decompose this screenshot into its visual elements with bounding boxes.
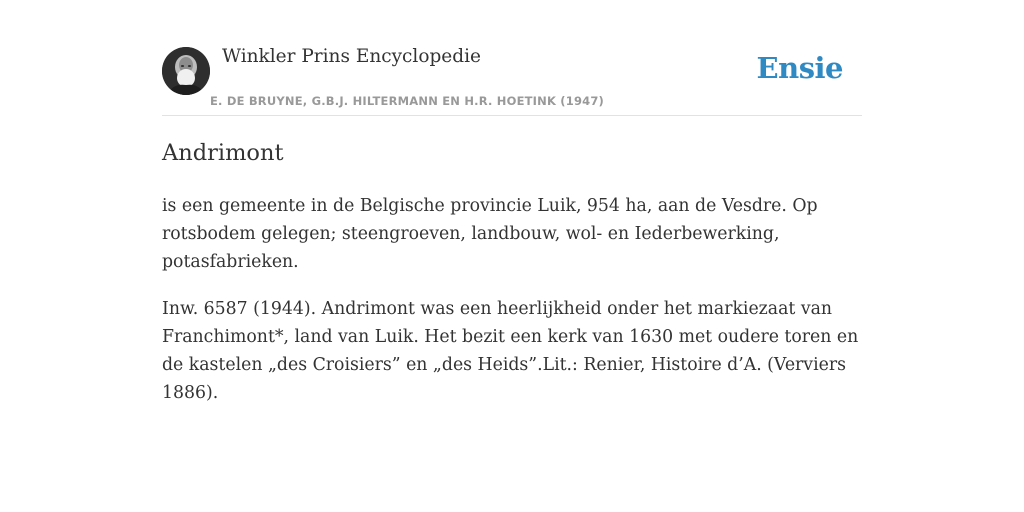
ensie-logo[interactable]: Ensie	[756, 51, 843, 85]
page	[162, 0, 862, 512]
entry-paragraph: is een gemeente in de Belgische provincie Luik, 954 ha, aan de Vesdre. Op rotsbodem gelegen; steengroeven, landbouw, wol- en Iederbewerking, potasfabrieken.	[162, 196, 818, 272]
source-title[interactable]: Winkler Prins Encyclopedie	[222, 46, 481, 67]
portrait-avatar[interactable]	[162, 47, 210, 95]
source-header	[162, 0, 862, 116]
portrait-icon	[162, 47, 210, 95]
source-authors: E. DE BRUYNE, G.B.J. HILTERMANN EN H.R. HOETINK (1947)	[210, 94, 605, 108]
entry-title: Andrimont	[162, 140, 284, 166]
entry-body	[162, 192, 862, 426]
entry-paragraph: Inw. 6587 (1944). Andrimont was een heerlijkheid onder het markiezaat van Franchimont*, land van Luik. Het bezit een kerk van 1630 met oudere toren en de kastelen „des Croisiers” en „des Heids”.Lit.: Renier, Histoire d’A. (Verviers 1886).	[162, 299, 859, 403]
